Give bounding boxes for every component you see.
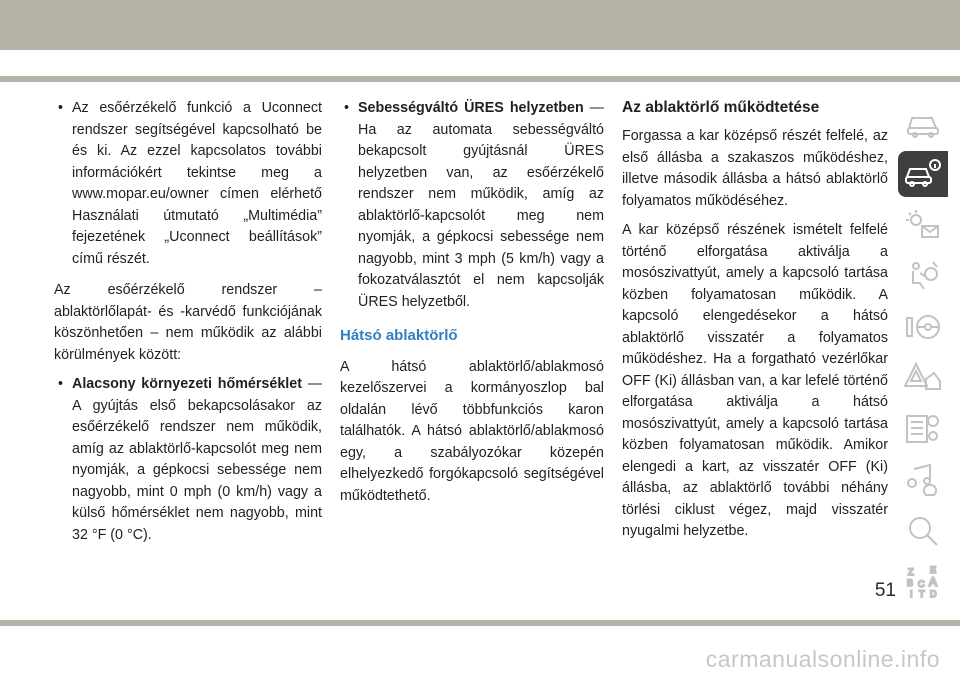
svg-text:C: C xyxy=(918,579,925,589)
tab-airbag[interactable] xyxy=(898,253,948,299)
tab-driving[interactable] xyxy=(898,304,948,350)
bullet-title: Alacsony környezeti hőmérséklet xyxy=(72,376,302,392)
section-heading-wiper-operation: Az ablaktörlő működtetése xyxy=(622,99,820,116)
svg-text:B: B xyxy=(907,578,914,588)
tab-multimedia[interactable] xyxy=(898,457,948,503)
svg-text:I: I xyxy=(910,589,913,599)
paragraph-operation-2: A kar középső részének ismételt felfelé történő elforgatása aktiválja a mosószivattyút, amely a kapcsoló tartása közben folyamatosan működik. A kapcsoló elengedésekor a hátsó ablaktörlő visszatér a folyamatos működéshez. Ha a forgatható vezérlőkar OFF (Ki) állásban van, a kar lefelé történő elforgatása aktiválja a hátsó mosószivattyút, amely a kapcsoló tartása közben folyamatosan működik. Amikor elengedi a kart, az visszatér OFF (Ki) állásba, az ablaktörlő további néhány törlési ciklust végez, majd visszatér nyugalmi helyzetbe. xyxy=(622,222,888,539)
header-band xyxy=(0,0,960,50)
car-icon xyxy=(904,106,942,140)
paragraph-rear-wiper: A hátsó ablaktörlő/ablakmosó kezelőszervei a kormányoszlop bal oldalán lévő többfunkciós karon találhatók. A hátsó ablaktörlő/ablakmosó egy, a szabályozókar közepén elhelyezkedő forgókapcsoló segítségével működtethető. xyxy=(340,358,604,504)
hazard-icon xyxy=(904,361,942,395)
multimedia-icon xyxy=(904,463,942,497)
page-number: 51 xyxy=(874,580,896,601)
paragraph-conditions: Az esőérzékelő rendszer – ablaktörlőlapát- és -karvédő funkciójának köszönhetően – nem működik az alábbi körülmények között: xyxy=(54,282,322,363)
bullet-text xyxy=(72,374,322,546)
bullet-body: — A gyújtás első bekapcsolásakor az esőérzékelő rendszer nem működik, amíg az ablaktörlő-kapcsolót meg nem nyomják, a gépkocsi sebessége nem nagyobb, mint 0 mph (0 km/h) vagy a külső hőmérséklet nem nagyobb, mint 32 °F (0 °C). xyxy=(72,376,322,543)
tab-car-info[interactable] xyxy=(898,151,948,197)
steering-wheel-icon xyxy=(904,310,942,344)
bullet-dot: • xyxy=(344,100,350,116)
svg-text:T: T xyxy=(919,589,925,599)
section-heading-rear-wiper: Hátsó ablaktörlő xyxy=(340,327,458,344)
bullet-title: Sebességváltó ÜRES helyzetben xyxy=(358,100,584,116)
column-1 xyxy=(54,98,322,556)
index-icon xyxy=(904,565,942,599)
watermark: carmanualsonline.info xyxy=(705,646,940,672)
bullet-text: Az esőérzékelő funkció a Uconnect rendszer segítségével kapcsolható be és ki. Az ezzel kapcsolatos további információkért tekintse meg a www.mopar.eu/owner címen elérhető Használati útmutató „Multimédia” fejezetének „Uconnect beállítások” című részét. xyxy=(72,100,322,267)
header-rule xyxy=(0,76,960,82)
svg-text:A: A xyxy=(929,575,938,589)
tab-car[interactable] xyxy=(898,100,948,146)
bullet-uconnect xyxy=(54,98,322,270)
car-info-icon xyxy=(904,157,942,191)
service-icon xyxy=(904,412,942,446)
bullet-low-temperature xyxy=(54,374,322,546)
svg-text:D: D xyxy=(930,589,937,599)
paragraph-operation-1: Forgassa a kar középső részét felfelé, az első állásba a szakaszos működéshez, illetve második állásba a hátsó ablaktörlő folyamatos működéséhez. xyxy=(622,128,888,209)
tab-emergency[interactable] xyxy=(898,355,948,401)
bullet-body: — Ha az automata sebességváltó bekapcsolt gyújtásnál ÜRES helyzetben van, az esőérzékelő rendszer nem működik, amíg az ablaktörlő-kapcsolót meg nem nyomják, a gépkocsi sebessége nem nagyobb, mint 3 mph (5 km/h) vagy a fokozatválasztót el nem kapcsolják ÜRES helyzetből. xyxy=(358,100,604,310)
tab-warning-lights[interactable] xyxy=(898,202,948,248)
svg-text:Z: Z xyxy=(908,567,914,577)
bullet-text xyxy=(358,98,604,313)
bullet-neutral-gear xyxy=(340,98,604,313)
column-2 xyxy=(340,98,604,515)
warning-lights-icon xyxy=(904,208,942,242)
tab-search[interactable] xyxy=(898,508,948,554)
column-3 xyxy=(622,98,888,551)
bullet-dot: • xyxy=(58,376,64,392)
bullet-dot: • xyxy=(58,100,64,116)
tab-service[interactable] xyxy=(898,406,948,452)
chapter-tabs xyxy=(898,100,948,610)
search-icon xyxy=(904,514,942,548)
svg-text:E: E xyxy=(930,565,937,575)
airbag-icon xyxy=(904,259,942,293)
footer-rule xyxy=(0,620,960,626)
tab-index[interactable] xyxy=(898,559,948,605)
